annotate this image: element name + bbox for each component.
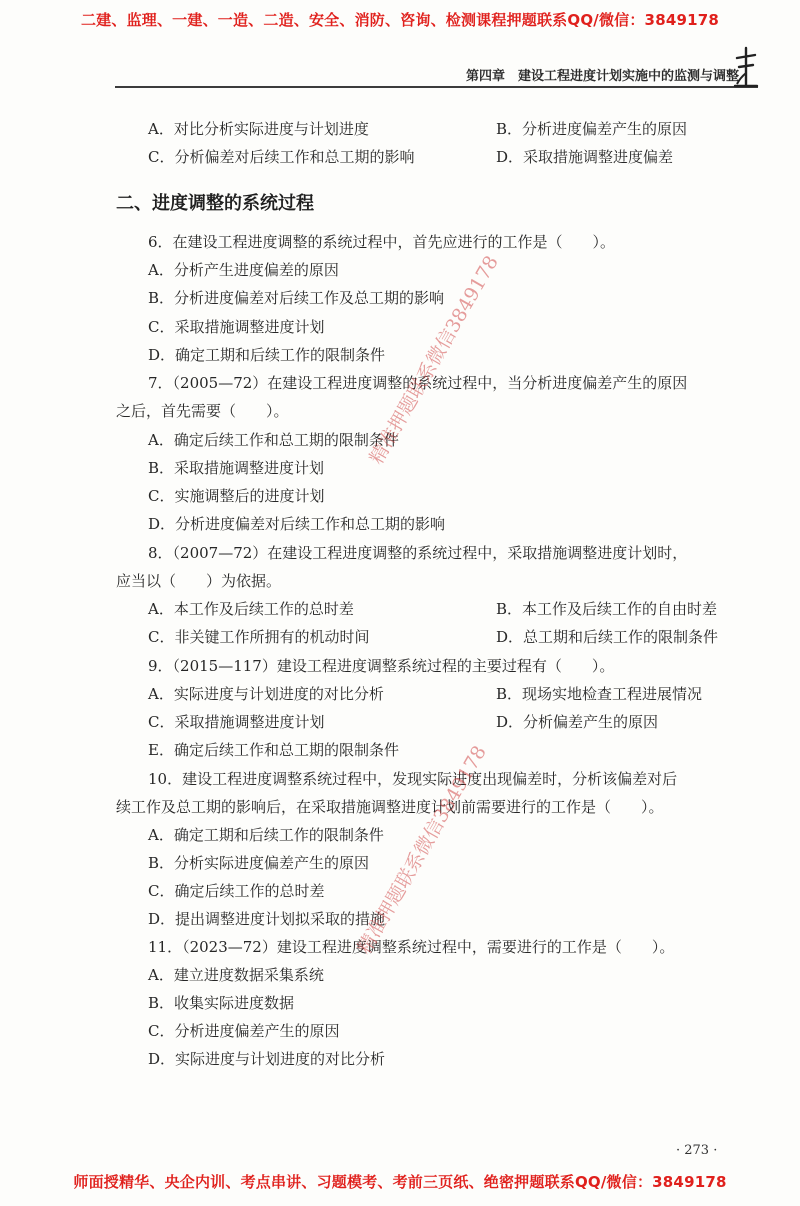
watermark: 精准押题联系微信3849178 bbox=[353, 742, 491, 958]
option-line: B．现场实地检查工程进展情况 bbox=[496, 685, 703, 703]
option-line: A．对比分析实际进度与计划进度 bbox=[148, 120, 369, 138]
question-line: 10．建设工程进度调整系统过程中，发现实际进度出现偏差时，分析该偏差对后 bbox=[148, 770, 678, 788]
option-line: A．确定后续工作和总工期的限制条件 bbox=[148, 431, 399, 449]
option-line: A．建立进度数据采集系统 bbox=[148, 966, 324, 984]
header-rule bbox=[115, 86, 758, 88]
running-head: 第四章 建设工程进度计划实施中的监测与调整 bbox=[466, 69, 740, 84]
option-line: C．分析进度偏差产生的原因 bbox=[148, 1022, 340, 1040]
option-line: B．分析进度偏差对后续工作及总工期的影响 bbox=[148, 289, 445, 307]
option-line: B．采取措施调整进度计划 bbox=[148, 459, 325, 477]
question-line: 7．（2005—72）在建设工程进度调整的系统过程中，当分析进度偏差产生的原因 bbox=[148, 374, 688, 392]
bottom-banner: 师面授精华、央企内训、考点串讲、习题模考、考前三页纸、绝密押题联系QQ/微信：3849178 bbox=[73, 1173, 727, 1191]
chapter-mark-icon bbox=[733, 46, 759, 88]
option-line: C．非关键工作所拥有的机动时间 bbox=[148, 628, 370, 646]
option-line: D．采取措施调整进度偏差 bbox=[496, 148, 674, 166]
option-line: D．分析偏差产生的原因 bbox=[496, 713, 659, 731]
option-line: D．确定工期和后续工作的限制条件 bbox=[148, 346, 386, 364]
top-banner: 二建、监理、一建、一造、二造、安全、消防、咨询、检测课程押题联系QQ/微信：3849178 bbox=[80, 11, 720, 29]
option-line: D．实际进度与计划进度的对比分析 bbox=[148, 1050, 386, 1068]
option-line: D．提出调整进度计划拟采取的措施 bbox=[148, 910, 386, 928]
option-line: C．实施调整后的进度计划 bbox=[148, 487, 325, 505]
option-line: A．实际进度与计划进度的对比分析 bbox=[148, 685, 384, 703]
option-line: D．分析进度偏差对后续工作和总工期的影响 bbox=[148, 515, 446, 533]
option-line: A．本工作及后续工作的总时差 bbox=[148, 600, 354, 618]
option-line: B．分析进度偏差产生的原因 bbox=[496, 120, 688, 138]
question-line: 续工作及总工期的影响后，在采取措施调整进度计划前需要进行的工作是（ ）。 bbox=[116, 798, 664, 816]
page-number: · 273 · bbox=[676, 1143, 718, 1158]
question-line: 8．（2007—72）在建设工程进度调整的系统过程中，采取措施调整进度计划时， bbox=[148, 544, 688, 562]
question-line: 6．在建设工程进度调整的系统过程中，首先应进行的工作是（ ）。 bbox=[148, 233, 616, 251]
option-line: E．确定后续工作和总工期的限制条件 bbox=[148, 741, 399, 759]
option-line: A．分析产生进度偏差的原因 bbox=[148, 261, 339, 279]
option-line: C．采取措施调整进度计划 bbox=[148, 713, 325, 731]
question-line: 9．（2015—117）建设工程进度调整系统过程的主要过程有（ ）。 bbox=[148, 657, 615, 675]
option-line: C．分析偏差对后续工作和总工期的影响 bbox=[148, 148, 415, 166]
option-line: C．采取措施调整进度计划 bbox=[148, 318, 325, 336]
question-line: 11．（2023—72）建设工程进度调整系统过程中，需要进行的工作是（ ）。 bbox=[148, 938, 675, 956]
option-line: B．分析实际进度偏差产生的原因 bbox=[148, 854, 370, 872]
option-line: B．本工作及后续工作的自由时差 bbox=[496, 600, 718, 618]
option-line: A．确定工期和后续工作的限制条件 bbox=[148, 826, 384, 844]
question-line: 应当以（ ）为依据。 bbox=[116, 572, 282, 590]
watermark: 精准押题联系微信3849178 bbox=[365, 252, 503, 468]
question-line: 之后，首先需要（ ）。 bbox=[116, 402, 289, 420]
option-line: B．收集实际进度数据 bbox=[148, 994, 295, 1012]
option-line: C．确定后续工作的总时差 bbox=[148, 882, 325, 900]
option-line: D．总工期和后续工作的限制条件 bbox=[496, 628, 719, 646]
section-title: 二、进度调整的系统过程 bbox=[116, 193, 314, 214]
